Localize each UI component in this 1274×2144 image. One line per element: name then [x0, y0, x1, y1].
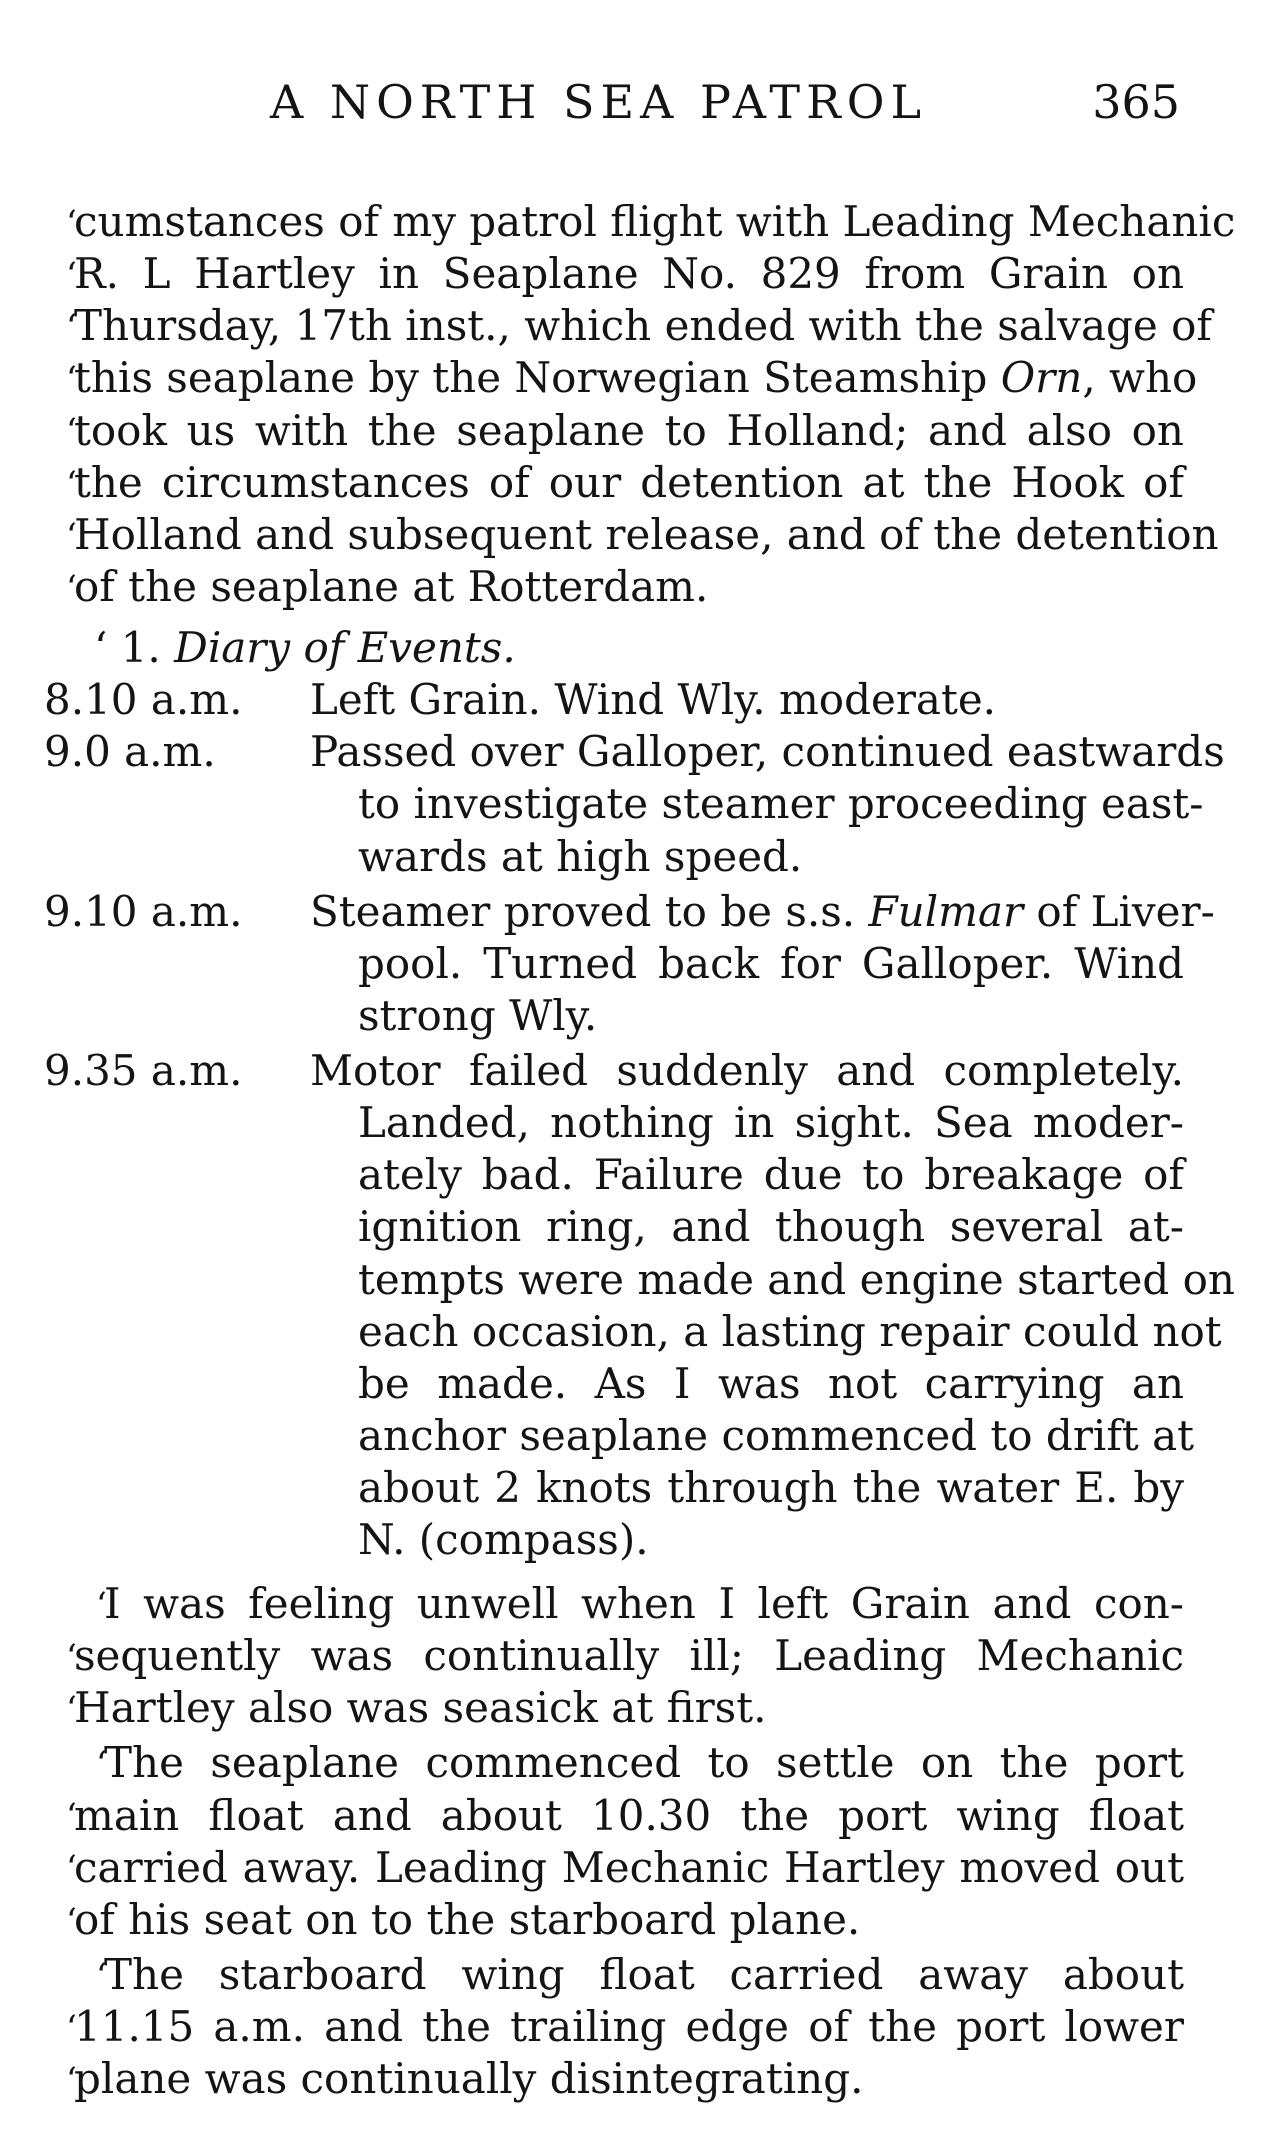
entry-text-line: Left Grain. Wind Wly. moderate.	[310, 675, 997, 724]
entry-text-line: strong Wly.	[358, 991, 598, 1040]
entry-text-line: each occasion, a lasting repair could not	[358, 1307, 1222, 1356]
quote-mark: ‘	[66, 568, 77, 608]
text-line: of his seat on to the starboard plane.	[74, 1895, 861, 1944]
quote-mark: ‘	[66, 255, 77, 295]
text-segment: , who	[1082, 353, 1198, 402]
text-line: the circumstances of our detention at the Hook of	[74, 458, 1184, 507]
quote-mark: ‘	[96, 1585, 107, 1625]
text-line: The starboard wing float carried away about	[104, 1950, 1184, 1999]
quote-mark: ‘	[66, 359, 77, 399]
diary-heading-number: ‘ 1.	[94, 623, 161, 672]
text-line	[74, 353, 1198, 403]
text-segment: of Liver-	[1023, 887, 1215, 936]
entry-text-line	[310, 887, 1215, 937]
text-line: sequently was continually ill; Leading Mechanic	[74, 1631, 1184, 1680]
text-line: took us with the seaplane to Holland; and also on	[74, 406, 1184, 455]
text-segment: this seaplane by the Norwegian Steamship	[74, 353, 1001, 402]
quote-mark: ‘	[66, 203, 77, 243]
entry-text-line: wards at high speed.	[358, 832, 803, 881]
quote-mark: ‘	[66, 1637, 77, 1677]
diary-heading-title: Diary of Events.	[174, 623, 516, 672]
entry-text-line: tempts were made and engine started on	[358, 1255, 1235, 1304]
quote-mark: ‘	[66, 516, 77, 556]
text-line: 11.15 a.m. and the trailing edge of the port lower	[74, 2002, 1184, 2051]
text-line: of the seaplane at Rotterdam.	[74, 562, 709, 611]
diary-heading	[94, 623, 516, 673]
entry-text-line: Landed, nothing in sight. Sea moder-	[358, 1098, 1184, 1147]
entry-time: 8.10 a.m.	[44, 675, 243, 724]
entry-text-line: to investigate steamer proceeding east-	[358, 779, 1204, 828]
quote-mark: ‘	[66, 1689, 77, 1729]
text-line: The seaplane commenced to settle on the port	[104, 1738, 1184, 1787]
entry-time: 9.0 a.m.	[44, 727, 216, 776]
text-line: R. L Hartley in Seaplane No. 829 from Grain on	[74, 249, 1184, 298]
quote-mark: ‘	[66, 1796, 77, 1836]
text-line: Holland and subsequent release, and of the detention	[74, 510, 1219, 559]
entry-time: 9.10 a.m.	[44, 887, 243, 936]
entry-text-line: N. (compass).	[358, 1515, 649, 1564]
quote-mark: ‘	[66, 1901, 77, 1941]
entry-text-line: anchor seaplane commenced to drift at	[358, 1411, 1195, 1460]
text-line: I was feeling unwell when I left Grain and con-	[104, 1579, 1184, 1628]
quote-mark: ‘	[96, 1744, 107, 1784]
text-line: cumstances of my patrol flight with Leading Mechanic	[74, 197, 1236, 246]
ship-name: Orn	[1000, 353, 1083, 402]
running-header	[0, 72, 1274, 132]
entry-text-line: ately bad. Failure due to breakage of	[358, 1150, 1184, 1199]
running-title: A NORTH SEA PATROL	[270, 75, 927, 129]
quote-mark: ‘	[66, 307, 77, 347]
quote-mark: ‘	[66, 464, 77, 504]
entry-text-line: pool. Turned back for Galloper. Wind	[358, 939, 1184, 988]
entry-text-line: be made. As I was not carrying an	[358, 1359, 1184, 1408]
text-line: Thursday, 17th inst., which ended with the salvage of	[74, 301, 1212, 350]
entry-text-line: about 2 knots through the water E. by	[358, 1463, 1184, 1512]
page-number: 365	[1092, 75, 1180, 129]
text-line: plane was continually disintegrating.	[74, 2054, 864, 2103]
quote-mark: ‘	[66, 411, 77, 451]
ship-name: Fulmar	[868, 887, 1024, 936]
text-line: carried away. Leading Mechanic Hartley moved out	[74, 1843, 1184, 1892]
entry-time: 9.35 a.m.	[44, 1046, 243, 1095]
entry-text-line: Motor failed suddenly and completely.	[310, 1046, 1184, 1095]
quote-mark: ‘	[66, 2008, 77, 2048]
text-segment: Steamer proved to be s.s.	[310, 887, 869, 936]
quote-mark: ‘	[66, 1848, 77, 1888]
entry-text-line: Passed over Galloper, continued eastwards	[310, 727, 1225, 776]
quote-mark: ‘	[96, 1956, 107, 1996]
text-line: Hartley also was seasick at first.	[74, 1683, 767, 1732]
entry-text-line: ignition ring, and though several at-	[358, 1202, 1184, 1251]
quote-mark: ‘	[66, 2060, 77, 2100]
text-line: main float and about 10.30 the port wing float	[74, 1791, 1184, 1840]
